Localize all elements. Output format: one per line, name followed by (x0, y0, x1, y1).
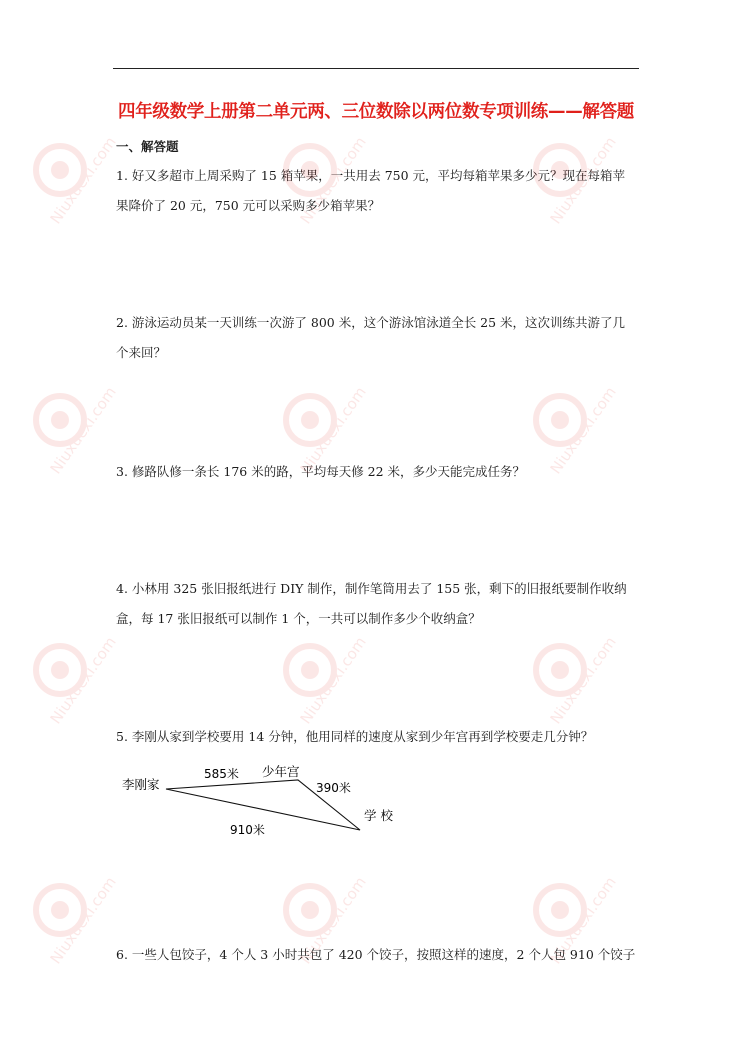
question-4: 4. 小林用 325 张旧报纸进行 DIY 制作，制作笔筒用去了 155 张，剩下的旧报纸要制作收纳 盒，每 17 张旧报纸可以制作 1 个，一共可以制作多少个收纳盒？ (116, 581, 627, 626)
question-6: 6. 一些人包饺子，4 个人 3 小时共包了 420 个饺子，按照这样的速度，2 个人包 910 个饺子 (116, 947, 636, 962)
svg-text:Niuxuexi.com: Niuxuexi.com (46, 633, 120, 728)
watermark-logo-icon (20, 370, 130, 480)
svg-text:Niuxuexi.com: Niuxuexi.com (546, 633, 620, 728)
svg-text:Niuxuexi.com: Niuxuexi.com (46, 383, 120, 478)
svg-text:Niuxuexi.com: Niuxuexi.com (296, 133, 370, 228)
watermark-logo-icon (520, 620, 630, 730)
question-1: 1. 好又多超市上周采购了 15 箱苹果，一共用去 750 元，平均每箱苹果多少元？现在每箱苹 果降价了 20 元，750 元可以采购多少箱苹果？ (116, 168, 626, 213)
watermark-logo-icon (270, 620, 380, 730)
svg-text:Niuxuexi.com: Niuxuexi.com (46, 133, 120, 228)
palace-label: 少年宫 (262, 764, 300, 779)
question-3: 3. 修路队修一条长 176 米的路，平均每天修 22 米，多少天能完成任务？ (116, 464, 526, 479)
svg-text:Niuxuexi.com: Niuxuexi.com (296, 633, 370, 728)
home-palace-distance: 585米 (204, 767, 239, 781)
svg-text:Niuxuexi.com: Niuxuexi.com (546, 133, 620, 228)
school-label: 学 校 (364, 808, 393, 823)
watermark-logo-icon (20, 860, 130, 970)
section-heading: 一、解答题 (116, 139, 179, 154)
home-label: 李刚家 (122, 777, 160, 792)
route-diagram (114, 760, 414, 840)
home-school-distance: 910米 (230, 823, 265, 837)
svg-text:Niuxuexi.com: Niuxuexi.com (296, 873, 370, 968)
page-title: 四年级数学上册第二单元两、三位数除以两位数专项训练——解答题 (118, 102, 634, 122)
header-rule (113, 68, 639, 69)
svg-text:Niuxuexi.com: Niuxuexi.com (46, 873, 120, 968)
svg-text:Niuxuexi.com: Niuxuexi.com (546, 873, 620, 968)
watermark-logo-icon (20, 620, 130, 730)
svg-text:Niuxuexi.com: Niuxuexi.com (296, 383, 370, 478)
svg-text:Niuxuexi.com: Niuxuexi.com (546, 383, 620, 478)
palace-school-distance: 390米 (316, 781, 351, 795)
question-5: 5. 李刚从家到学校要用 14 分钟，他用同样的速度从家到少年宫再到学校要走几分钟？ (116, 729, 594, 744)
question-2: 2. 游泳运动员某一天训练一次游了 800 米，这个游泳馆泳道全长 25 米，这次训练共游了几 个来回？ (116, 315, 626, 360)
watermark-logo-icon (20, 120, 130, 230)
